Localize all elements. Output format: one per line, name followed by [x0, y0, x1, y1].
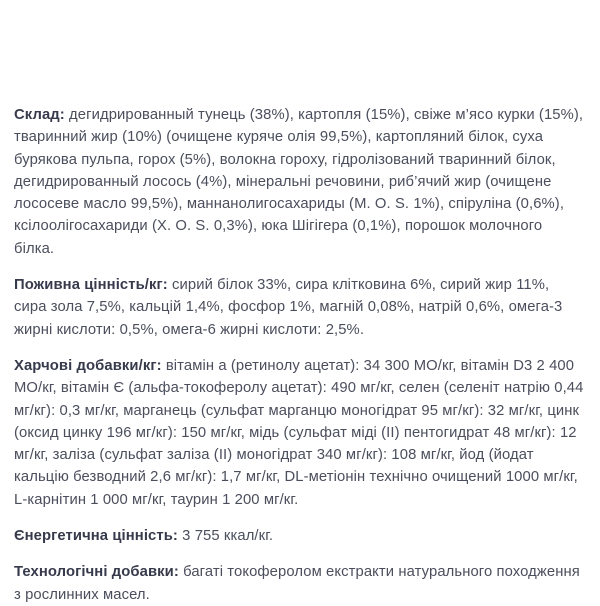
- section-energy-value-text: 3 755 ккал/кг.: [177, 528, 274, 545]
- section-energy-value: [14, 525, 585, 547]
- section-food-additives: [14, 355, 585, 511]
- section-food-additives-label: Харчові добавки/кг:: [14, 357, 162, 374]
- section-energy-value-label: Єнергетична цінність:: [14, 528, 178, 545]
- section-technological-additives-text: багаті токоферолом екстракти натурального походження з рослинних масел.: [14, 564, 580, 603]
- section-composition-text: дегидрированный тунець (38%), картопля (15%), свіже м’ясо курки (15%), тваринний жир (10%) (очищене куряче олія 99,5%), картопляний білок, суха бурякова пульпа, горох (5%), волокна гороху, гідролізований тваринний білок, дегидрированный лосось (4%), мінеральні речовини, риб’ячий жир (очищене лососеве масло 99,5%), маннанолигосахариды (M. O. S. 1%), спіруліна (0,6%), ксілоолігосахариди (X. O. S. 0,3%), юка Шігігера (0,1%), порошок молочного білка.: [14, 107, 584, 257]
- section-food-additives-text: вітамін а (ретинолу ацетат): 34 300 МО/кг, вітамін D3 2 400 МО/кг, вітамін Є (альфа-токоферолу ацетат): 490 мг/кг, селен (селеніт натрію 0,44 мг/кг): 0,3 мг/кг, марганець (сульфат марганцю моногідрат 95 мг/кг): 32 мг/кг, цинк (оксид цинку 196 мг/кг): 150 мг/кг, мідь (сульфат міді (II) пентогидрат 48 мг/кг): 12 мг/кг, заліза (сульфат заліза (II) моногідрат 340 мг/кг): 108 мг/кг, йод (йодат кальцію безводний 2,6 мг/кг): 1,7 мг/кг, DL-метіонін технічно очищений 1000 мг/кг, L-карнітин 1 000 мг/кг, таурин 1 200 мг/кг.: [14, 357, 584, 508]
- section-composition: [14, 104, 585, 260]
- section-composition-label: Склад:: [14, 107, 65, 123]
- section-technological-additives: [14, 561, 585, 606]
- section-nutritional-value-label: Поживна цінність/кг:: [14, 277, 168, 294]
- section-nutritional-value-text: сирий білок 33%, сира клітковина 6%, сирий жир 11%, сира зола 7,5%, кальцій 1,4%, фосфор 1%, магній 0,08%, натрій 0,6%, омега-3 жирні кислоти: 0,5%, омега-6 жирні кислоти: 2,5%.: [14, 277, 563, 338]
- section-technological-additives-label: Технологічні добавки:: [14, 564, 179, 581]
- section-nutritional-value: [14, 274, 585, 341]
